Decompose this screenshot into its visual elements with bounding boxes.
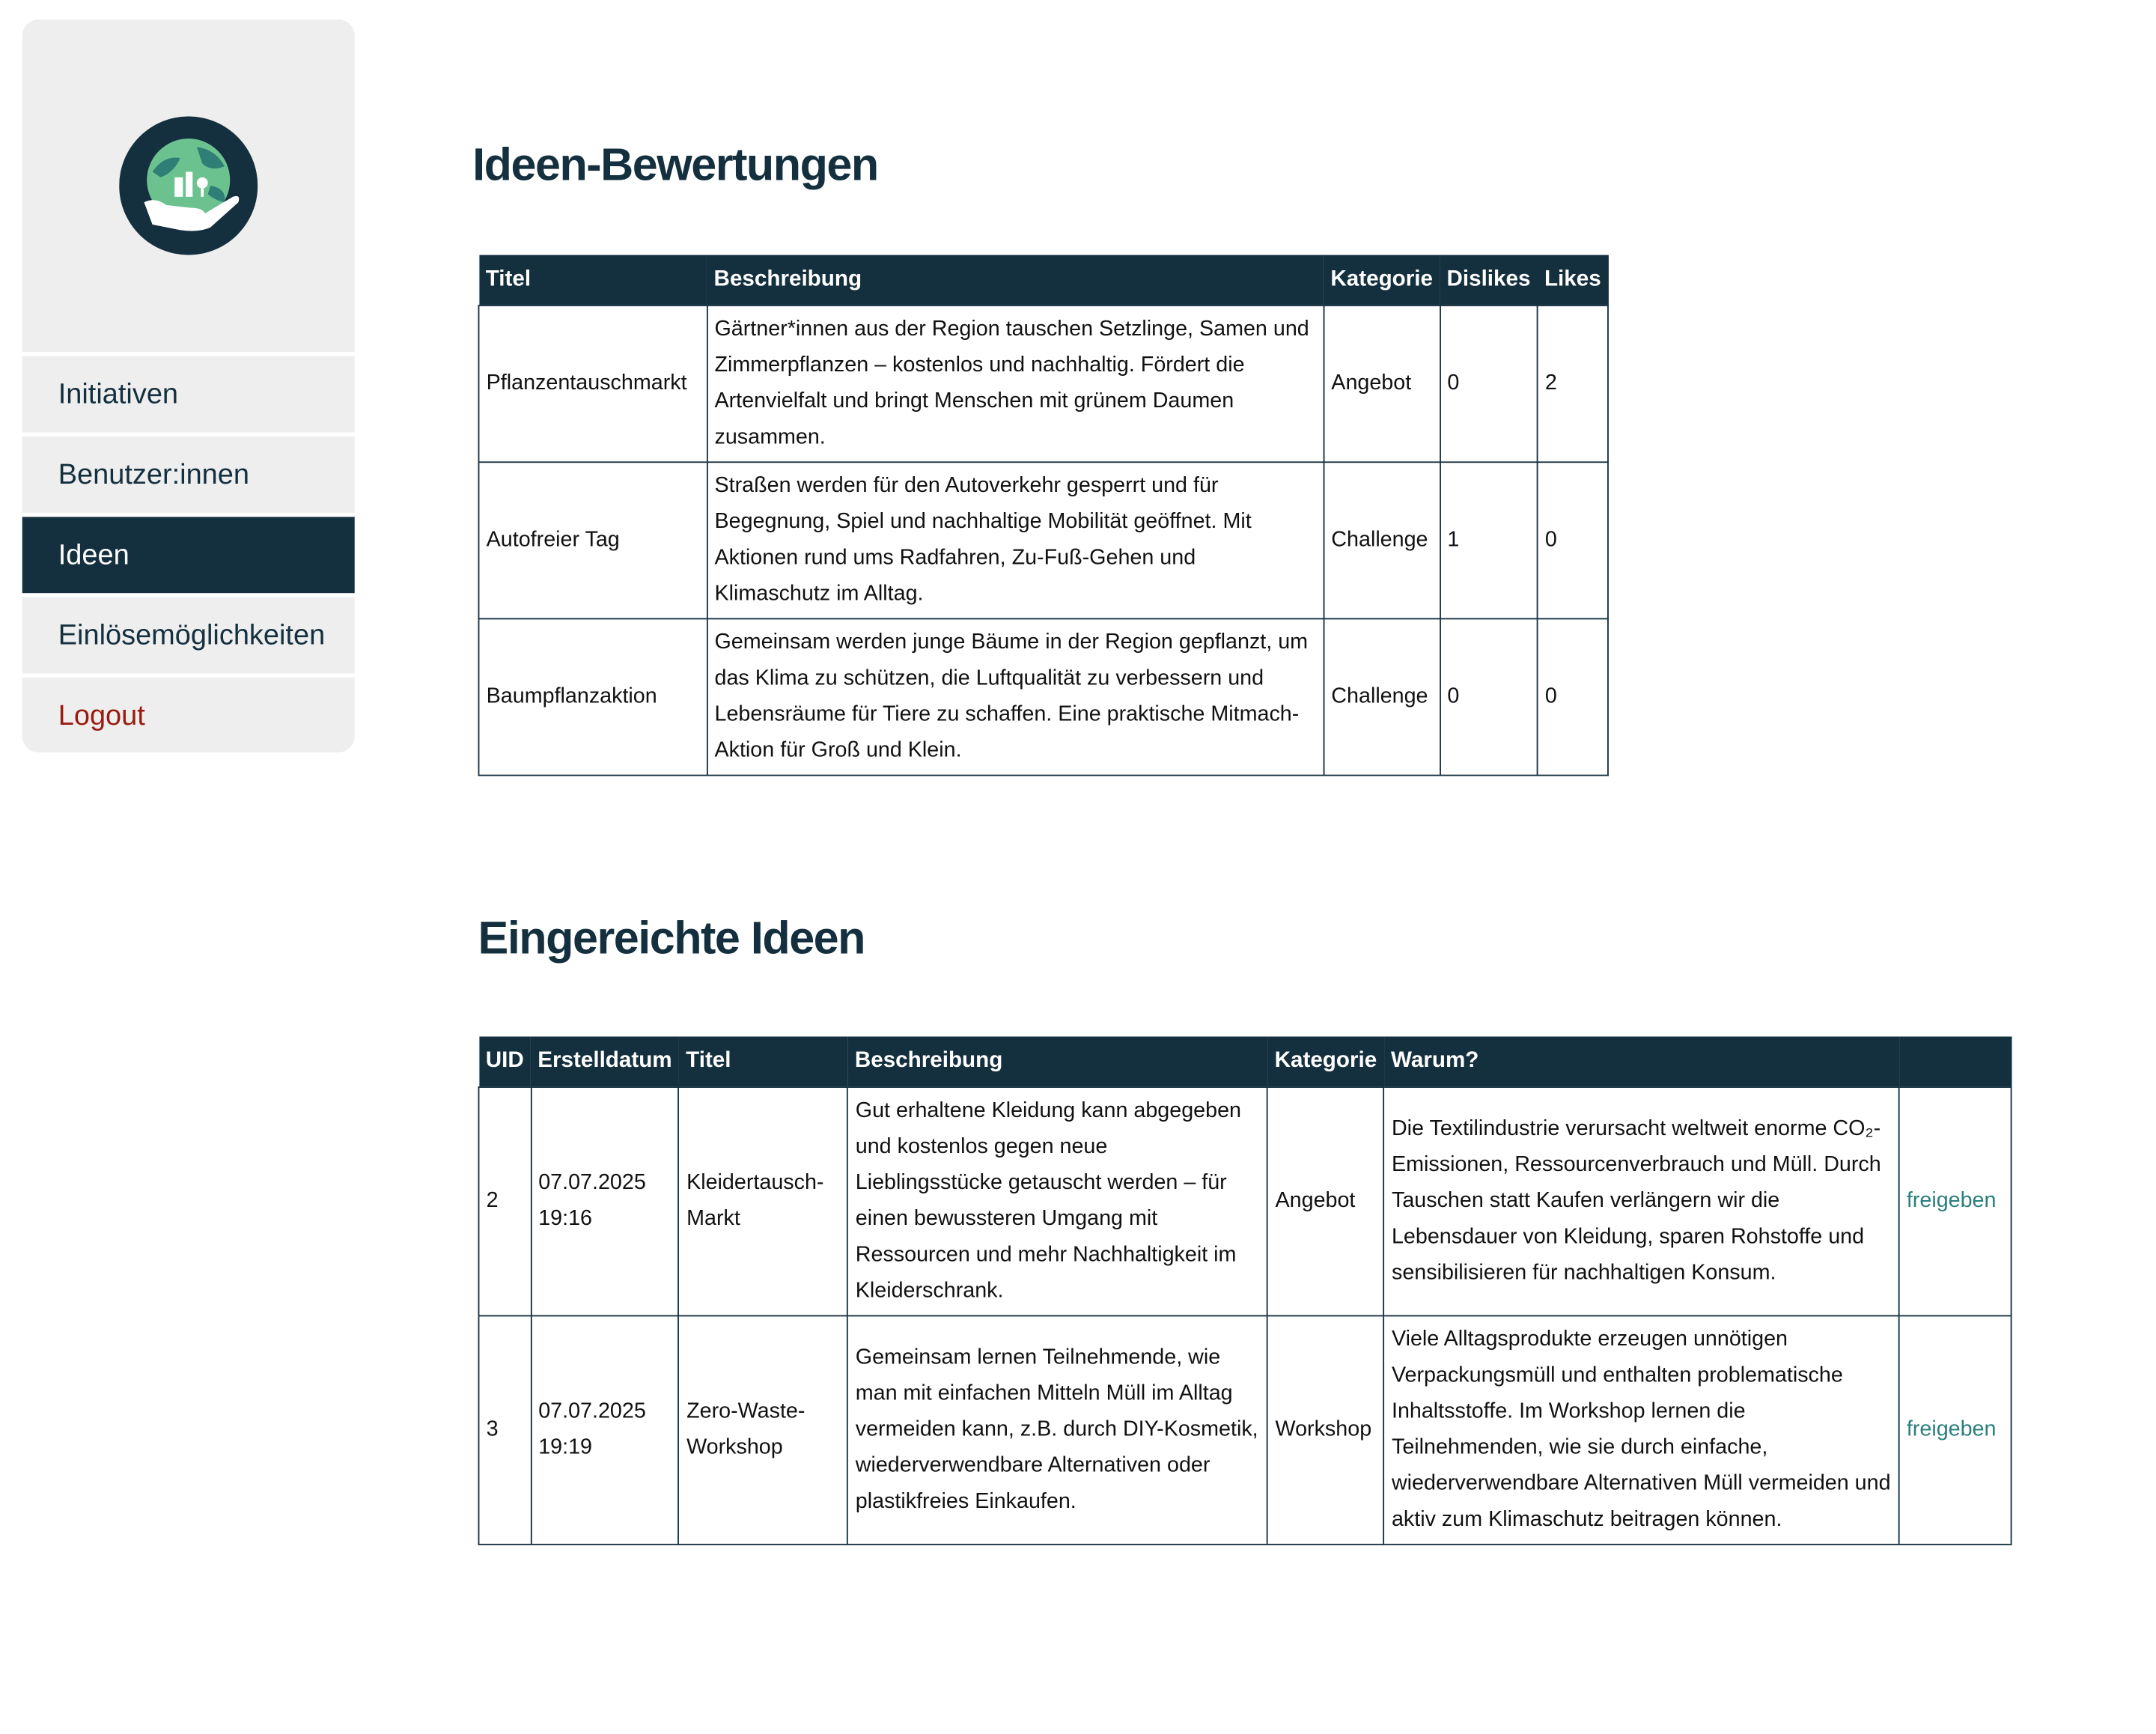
- cell-description: Gut erhaltene Kleidung kann abgegeben und kostenlos gegen neue Lieblingsstücke getauscht werden – für einen bewussteren Umgang mit Ressourcen und mehr Nachhaltigkeit im Kleiderschrank.: [848, 1086, 1268, 1315]
- cell-description: Straßen werden für den Autoverkehr gesperrt und für Begegnung, Spiel und nachhaltige Mobilität geöffnet. Mit Aktionen rund ums Radfahren, Zu-Fuß-Gehen und Klimaschutz im Alltag.: [707, 461, 1324, 618]
- date: 07.07.2025: [538, 1399, 646, 1423]
- column-header-uid: UID: [478, 1036, 531, 1086]
- table-header-row: [478, 255, 1607, 305]
- column-header-titel: Titel: [478, 255, 707, 305]
- sidebar-item-einloesemoeglichkeiten[interactable]: Einlösemöglichkeiten: [22, 597, 355, 674]
- column-header-dislikes: Dislikes: [1440, 255, 1537, 305]
- time: 19:16: [538, 1206, 592, 1230]
- table-row: [478, 1315, 2011, 1544]
- cell-likes: 2: [1538, 305, 1608, 461]
- column-header-erstelldatum: Erstelldatum: [531, 1036, 679, 1086]
- time: 19:19: [538, 1435, 592, 1459]
- cell-category: Angebot: [1267, 1086, 1383, 1315]
- release-link[interactable]: freigeben: [1906, 1188, 1997, 1212]
- release-link[interactable]: freigeben: [1906, 1417, 1997, 1441]
- cell-uid: 3: [478, 1315, 531, 1544]
- cell-description: Gemeinsam werden junge Bäume in der Region gepflanzt, um das Klima zu schützen, die Luftqualität zu verbessern und Lebensräume für Tiere zu schaffen. Eine praktische Mitmach-Aktion für Groß und Klein.: [707, 618, 1324, 775]
- cell-why: Die Textilindustrie verursacht weltweit enorme CO₂-Emissionen, Ressourcenverbrauch und Müll. Durch Tauschen statt Kaufen verlängern wir die Lebensdauer von Kleidung, sparen Rohstoffe und sensibilisieren für nachhaltigen Konsum.: [1384, 1086, 1899, 1315]
- ratings-table: [478, 255, 1609, 776]
- cell-dislikes: 0: [1440, 305, 1537, 461]
- cell-likes: 0: [1538, 461, 1608, 618]
- logo-area: [22, 19, 355, 352]
- column-header-kategorie: Kategorie: [1267, 1036, 1383, 1086]
- column-header-beschreibung: Beschreibung: [848, 1036, 1268, 1086]
- table-row: [478, 618, 1607, 775]
- sidebar-item-benutzerinnen[interactable]: Benutzer:innen: [22, 436, 355, 513]
- cell-title: Zero-Waste-Workshop: [679, 1315, 848, 1544]
- earth-hand-logo[interactable]: [119, 116, 258, 255]
- cell-category: Challenge: [1324, 618, 1440, 775]
- sidebar-item-logout[interactable]: Logout: [22, 678, 355, 752]
- cell-category: Angebot: [1324, 305, 1440, 461]
- column-header-beschreibung: Beschreibung: [707, 255, 1324, 305]
- cell-created-date: [531, 1315, 679, 1544]
- cell-title: Baumpflanzaktion: [478, 618, 707, 775]
- table-row: [478, 1086, 2011, 1315]
- date: 07.07.2025: [538, 1170, 646, 1194]
- cell-title: Pflanzentauschmarkt: [478, 305, 707, 461]
- sidebar-item-ideen[interactable]: Ideen: [22, 517, 355, 593]
- cell-category: Workshop: [1267, 1315, 1383, 1544]
- column-header-titel: Titel: [679, 1036, 848, 1086]
- cell-uid: 2: [478, 1086, 531, 1315]
- column-header-action: [1899, 1036, 2012, 1086]
- cell-action: [1899, 1086, 2012, 1315]
- cell-description: Gemeinsam lernen Teilnehmende, wie man mit einfachen Mitteln Müll im Alltag vermeiden kann, z.B. durch DIY-Kosmetik, wiederverwendbare Alternativen oder plastikfreies Einkaufen.: [848, 1315, 1268, 1544]
- table-header-row: [478, 1036, 2011, 1086]
- cell-why: Viele Alltagsprodukte erzeugen unnötigen Verpackungsmüll und enthalten problematische Inhaltsstoffe. Im Workshop lernen die Teilnehmenden, wie sie durch einfache, wiederverwendbare Alternativen Müll vermeiden und aktiv zum Klimaschutz beitragen können.: [1384, 1315, 1899, 1544]
- submitted-ideas-table: [478, 1036, 2012, 1544]
- cell-title: Kleidertausch-Markt: [679, 1086, 848, 1315]
- cell-created-date: [531, 1086, 679, 1315]
- table-row: [478, 461, 1607, 618]
- ratings-title: Ideen-Bewertungen: [472, 139, 878, 190]
- cell-title: Autofreier Tag: [478, 461, 707, 618]
- cell-action: [1899, 1315, 2012, 1544]
- cell-dislikes: 0: [1440, 618, 1537, 775]
- cell-category: Challenge: [1324, 461, 1440, 618]
- cell-dislikes: 1: [1440, 461, 1537, 618]
- column-header-likes: Likes: [1538, 255, 1608, 305]
- submitted-title: Eingereichte Ideen: [478, 911, 865, 964]
- column-header-warum: Warum?: [1384, 1036, 1899, 1086]
- sidebar: [22, 19, 355, 752]
- sidebar-item-initiativen[interactable]: Initiativen: [22, 356, 355, 433]
- table-row: [478, 305, 1607, 461]
- cell-likes: 0: [1538, 618, 1608, 775]
- cell-description: Gärtner*innen aus der Region tauschen Setzlinge, Samen und Zimmerpflanzen – kostenlos und nachhaltig. Fördert die Artenvielfalt und bringt Menschen mit grünem Daumen zusammen.: [707, 305, 1324, 461]
- column-header-kategorie: Kategorie: [1324, 255, 1440, 305]
